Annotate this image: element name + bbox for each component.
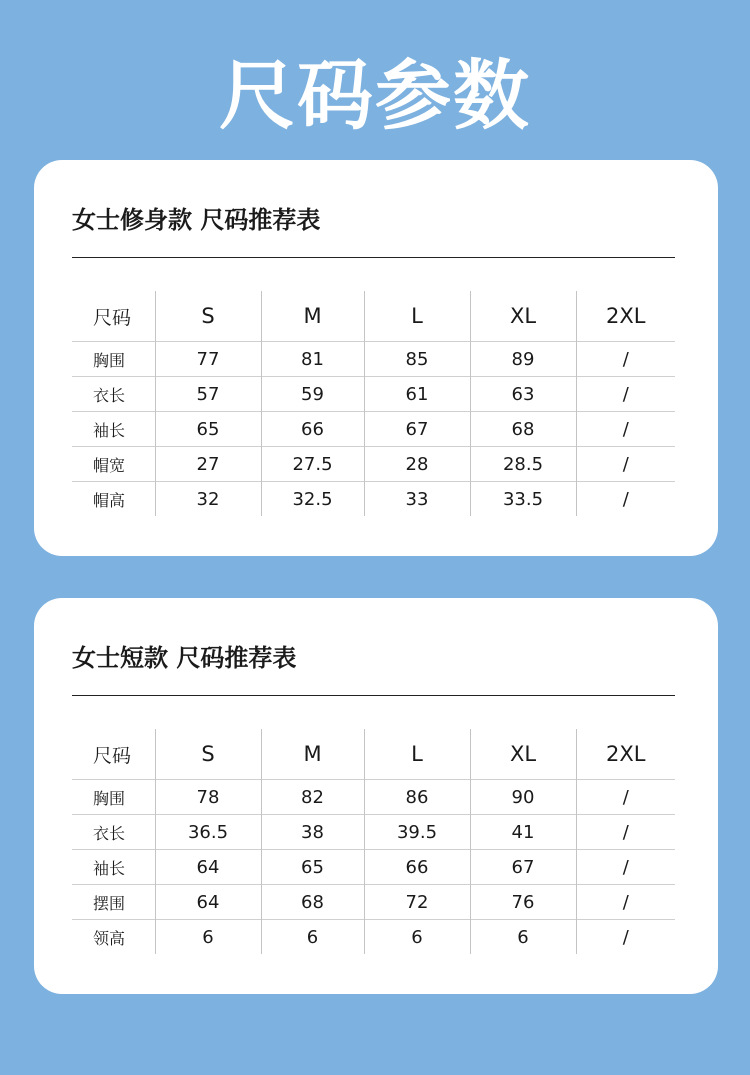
- measurement-value: /: [576, 412, 675, 447]
- size-card-slim: [34, 160, 718, 556]
- page-title: 尺码参数: [219, 51, 531, 140]
- table-header-row: [72, 291, 675, 342]
- measurement-value: 65: [155, 412, 261, 447]
- size-table: [72, 729, 675, 954]
- size-header-l: L: [364, 729, 470, 780]
- measurement-value: 85: [364, 342, 470, 377]
- header-size-label: 尺码: [93, 306, 132, 329]
- size-header-xl: XL: [470, 291, 576, 342]
- measurement-label: 袖长: [72, 412, 155, 447]
- measurement-value: 64: [155, 850, 261, 885]
- measurement-value: /: [576, 920, 675, 955]
- measurement-value: /: [576, 377, 675, 412]
- measurement-label: 胸围: [72, 780, 155, 815]
- table-row: [72, 447, 675, 482]
- size-header-l: L: [364, 291, 470, 342]
- size-header-xl: XL: [470, 729, 576, 780]
- measurement-value: 39.5: [364, 815, 470, 850]
- measurement-value: 78: [155, 780, 261, 815]
- measurement-value: 63: [470, 377, 576, 412]
- measurement-value: 82: [261, 780, 364, 815]
- size-header-s: S: [155, 291, 261, 342]
- measurement-value: 61: [364, 377, 470, 412]
- measurement-value: 76: [470, 885, 576, 920]
- header-size-label: 尺码: [93, 744, 132, 767]
- measurement-value: 59: [261, 377, 364, 412]
- measurement-label: 帽高: [72, 482, 155, 517]
- measurement-value: /: [576, 850, 675, 885]
- table-row: [72, 920, 675, 955]
- measurement-value: 27: [155, 447, 261, 482]
- measurement-label: 衣长: [72, 815, 155, 850]
- measurement-value: 67: [470, 850, 576, 885]
- table-row: [72, 885, 675, 920]
- measurement-label: 摆围: [72, 885, 155, 920]
- measurement-value: 41: [470, 815, 576, 850]
- measurement-value: 68: [470, 412, 576, 447]
- measurement-value: /: [576, 885, 675, 920]
- table-row: [72, 342, 675, 377]
- table-row: [72, 482, 675, 517]
- measurement-value: /: [576, 447, 675, 482]
- measurement-value: 6: [155, 920, 261, 955]
- measurement-value: 81: [261, 342, 364, 377]
- measurement-value: 64: [155, 885, 261, 920]
- size-card-short: [34, 598, 718, 994]
- measurement-value: /: [576, 815, 675, 850]
- measurement-value: 6: [470, 920, 576, 955]
- measurement-value: 36.5: [155, 815, 261, 850]
- measurement-label: 袖长: [72, 850, 155, 885]
- table-row: [72, 815, 675, 850]
- measurement-value: 89: [470, 342, 576, 377]
- measurement-value: 32: [155, 482, 261, 517]
- measurement-value: 33: [364, 482, 470, 517]
- size-header-m: M: [261, 291, 364, 342]
- size-table: [72, 291, 675, 516]
- size-header-s: S: [155, 729, 261, 780]
- card-divider: [72, 257, 675, 258]
- measurement-value: 66: [364, 850, 470, 885]
- measurement-value: 6: [261, 920, 364, 955]
- measurement-value: /: [576, 342, 675, 377]
- card-title: 女士短款 尺码推荐表: [72, 644, 297, 672]
- measurement-value: 67: [364, 412, 470, 447]
- measurement-value: 28: [364, 447, 470, 482]
- measurement-value: 57: [155, 377, 261, 412]
- table-row: [72, 850, 675, 885]
- measurement-value: 65: [261, 850, 364, 885]
- measurement-label: 胸围: [72, 342, 155, 377]
- card-title: 女士修身款 尺码推荐表: [72, 206, 321, 234]
- table-row: [72, 377, 675, 412]
- card-divider: [72, 695, 675, 696]
- measurement-value: /: [576, 780, 675, 815]
- table-row: [72, 412, 675, 447]
- measurement-value: 68: [261, 885, 364, 920]
- size-header-2xl: 2XL: [576, 729, 675, 780]
- measurement-value: 27.5: [261, 447, 364, 482]
- measurement-value: 90: [470, 780, 576, 815]
- measurement-value: 86: [364, 780, 470, 815]
- measurement-label: 帽宽: [72, 447, 155, 482]
- measurement-value: 38: [261, 815, 364, 850]
- size-header-2xl: 2XL: [576, 291, 675, 342]
- measurement-value: 77: [155, 342, 261, 377]
- table-header-row: [72, 729, 675, 780]
- measurement-value: 32.5: [261, 482, 364, 517]
- table-row: [72, 780, 675, 815]
- measurement-value: 33.5: [470, 482, 576, 517]
- measurement-value: 6: [364, 920, 470, 955]
- measurement-label: 衣长: [72, 377, 155, 412]
- measurement-value: 28.5: [470, 447, 576, 482]
- measurement-label: 领高: [72, 920, 155, 955]
- size-header-m: M: [261, 729, 364, 780]
- measurement-value: /: [576, 482, 675, 517]
- measurement-value: 66: [261, 412, 364, 447]
- measurement-value: 72: [364, 885, 470, 920]
